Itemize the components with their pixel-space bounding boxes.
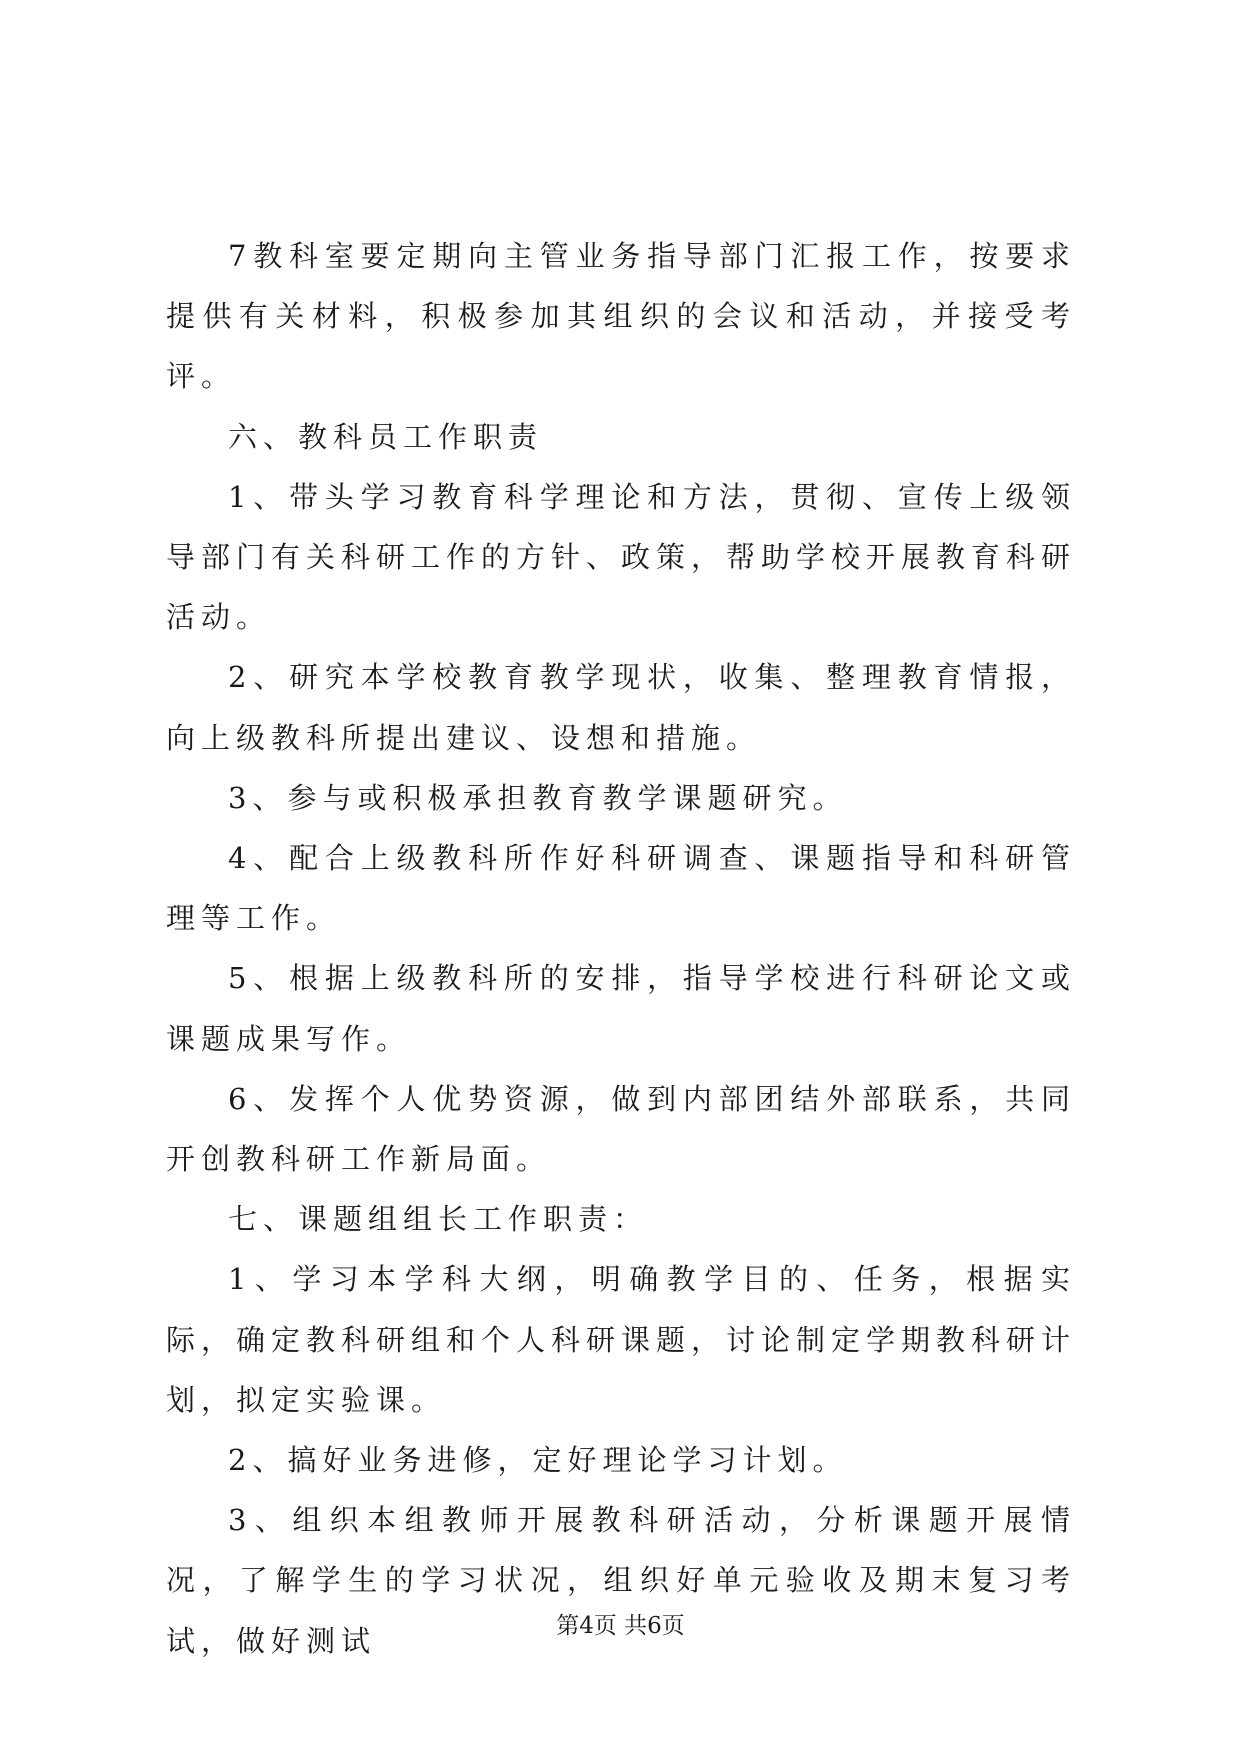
page-number-label: 第4页 共6页 — [556, 1613, 685, 1639]
paragraph-duty-5: 5、根据上级教科所的安排，指导学校进行科研论文或课题成果写作。 — [166, 961, 1076, 1056]
paragraph-duty-1: 1、带头学习教育科学理论和方法，贯彻、宣传上级领导部门有关科研工作的方针、政策，帮助学校开展教育科研活动。 — [166, 479, 1077, 635]
section-heading-7: 七、课题组组长工作职责： — [228, 1202, 649, 1237]
document-body — [166, 226, 1076, 1671]
paragraph-leader-duty-1: 1、学习本学科大纲，明确教学目的、任务，根据实际，确定教科研组和个人科研课题，讨论制定学期教科研计划，拟定实验课。 — [166, 1262, 1077, 1417]
paragraph-item-7: 7教科室要定期向主管业务指导部门汇报工作，按要求提供有关材料，积极参加其组织的会议和活动，并接受考评。 — [166, 239, 1076, 394]
section-heading-6: 六、教科员工作职责 — [228, 419, 544, 454]
paragraph-leader-duty-3: 3、组织本组教师开展教科研活动，分析课题开展情况，了解学生的学习状况，组织好单元验收及期末复习考试，做好测试 — [166, 1503, 1076, 1658]
paragraph-duty-6: 6、发挥个人优势资源，做到内部团结外部联系，共同开创教科研工作新局面。 — [166, 1081, 1076, 1177]
paragraph-leader-duty-2: 2、搞好业务进修，定好理论学习计划。 — [228, 1443, 848, 1478]
paragraph-duty-4: 4、配合上级教科所作好科研调查、课题指导和科研管理等工作。 — [166, 841, 1076, 936]
page-footer — [0, 1607, 1241, 1640]
paragraph-duty-3: 3、参与或积极承担教育教学课题研究。 — [228, 780, 848, 815]
paragraph-duty-2: 2、研究本学校教育教学现状，收集、整理教育情报，向上级教科所提出建议、设想和措施。 — [166, 660, 1076, 755]
